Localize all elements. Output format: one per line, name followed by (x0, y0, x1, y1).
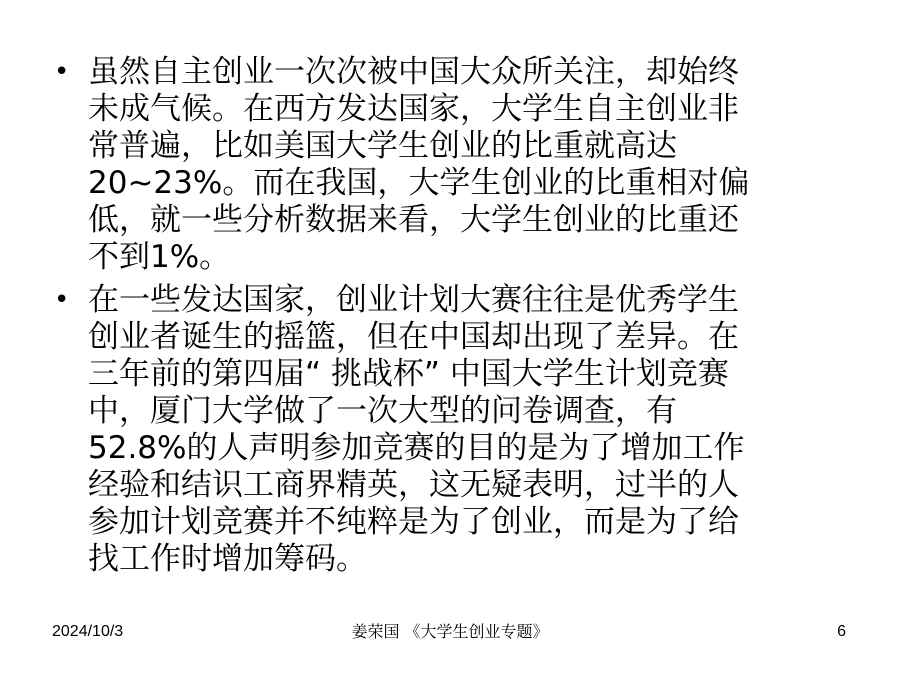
bullet-2-line-4: 中，厦门大学做了一次大型的问卷调查，有 (88, 393, 677, 429)
page-number: 6 (837, 623, 846, 640)
bullet-2-line-6: 经验和结识工商界精英，这无疑表明，过半的人 (88, 467, 739, 503)
bullet-list (50, 54, 840, 584)
footer-date: 2024/10/3 (52, 623, 124, 640)
bullet-dot-icon: • (54, 57, 70, 87)
bullet-1-line-2: 未成气候。在西方发达国家，大学生自主创业非 (88, 91, 739, 127)
bullet-1-line-4: 20~23%。而在我国，大学生创业的比重相对偏 (88, 165, 750, 201)
bullet-1-line-3: 常普遍，比如美国大学生创业的比重就高达 (88, 128, 677, 164)
bullet-2-line-3: 三年前的第四届“ 挑战杯” 中国大学生计划竞赛 (88, 356, 729, 392)
bullet-item-2 (50, 282, 840, 578)
bullet-1-line-5: 低，就一些分析数据来看，大学生创业的比重还 (88, 202, 739, 238)
bullet-2-line-5: 52.8%的人声明参加竞赛的目的是为了增加工作 (88, 430, 745, 466)
bullet-1-line-1: 虽然自主创业一次次被中国大众所关注，却始终 (88, 54, 739, 90)
bullet-item-1 (50, 54, 840, 276)
bullet-2-line-1: 在一些发达国家，创业计划大赛往往是优秀学生 (88, 282, 739, 318)
bullet-2-line-7: 参加计划竞赛并不纯粹是为了创业，而是为了给 (88, 504, 739, 540)
bullet-dot-icon: • (54, 285, 70, 315)
bullet-2-line-8: 找工作时增加筹码。 (88, 541, 367, 577)
bullet-2-line-2: 创业者诞生的摇篮，但在中国却出现了差异。在 (88, 319, 739, 355)
bullet-1-line-6: 不到1%。 (88, 239, 231, 275)
footer-title: 姜荣国 《大学生创业专题》 (351, 622, 549, 641)
